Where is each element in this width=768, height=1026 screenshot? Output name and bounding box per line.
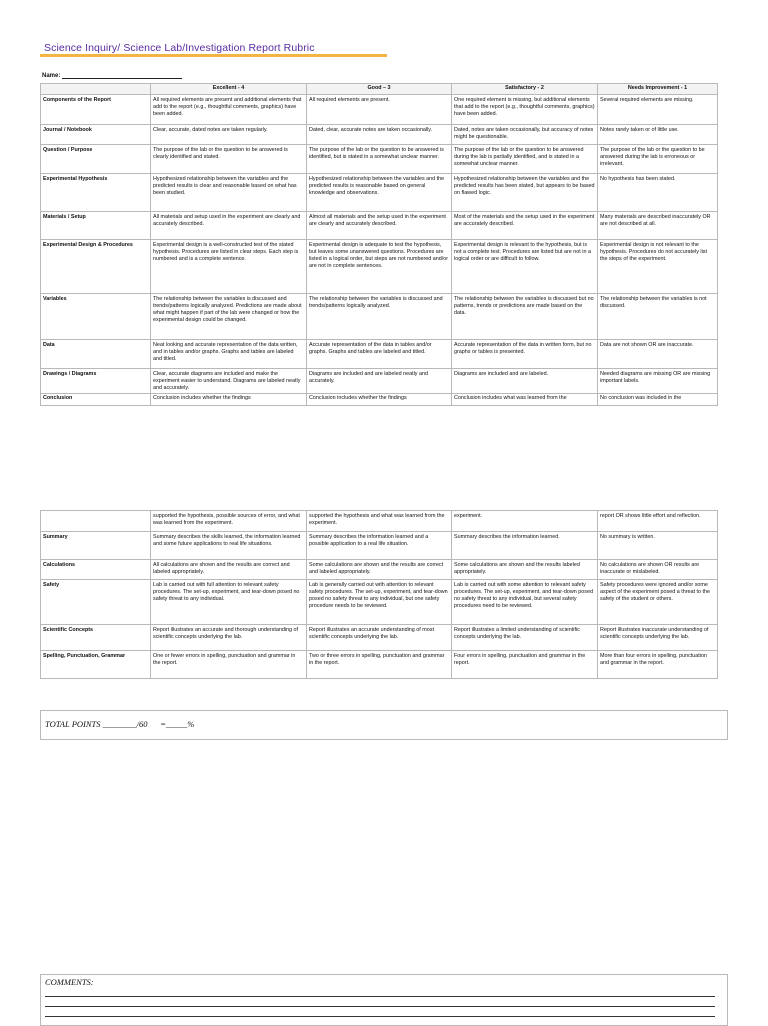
criterion-label: Scientific Concepts — [41, 625, 151, 651]
rubric-cell: Lab is carried out with full attention to relevant safety procedures. The set-up, experiment, and tear-down posed no safety threat to any individual. — [151, 580, 307, 625]
rubric-cell: Summary describes the information learned. — [452, 532, 598, 560]
criterion-label: Spelling, Punctuation, Grammar — [41, 651, 151, 679]
rubric-cell: Accurate representation of the data in written form, but no graphs or tables is presented. — [452, 340, 598, 369]
rubric-cell: Report illustrates an accurate and thorough understanding of scientific concepts underlying the lab. — [151, 625, 307, 651]
rubric-cell: Experimental design is relevant to the hypothesis, but is not a complete test. Procedures are listed but are not in a logical order or are difficult to follow. — [452, 240, 598, 294]
comment-line — [45, 996, 715, 997]
rubric-cell: The purpose of the lab or the question to be answered is clearly identified and stated. — [151, 145, 307, 174]
rubric-cell: Almost all materials and the setup used in the experiment are clearly and accurately described. — [307, 212, 452, 240]
rubric-row — [41, 625, 718, 651]
rubric-cell: Needed diagrams are missing OR are missing important labels. — [598, 369, 718, 394]
criterion-label: Conclusion — [41, 393, 151, 405]
rubric-row — [41, 393, 718, 405]
rubric-row — [41, 240, 718, 294]
criterion-label: Safety — [41, 580, 151, 625]
rubric-cell: Lab is generally carried out with attention to relevant safety procedures. The set-up, experiment, and tear-down posed no safety threat to any individual, but one safety procedure needs to be reviewed. — [307, 580, 452, 625]
rubric-row — [41, 560, 718, 580]
rubric-row — [41, 212, 718, 240]
rubric-cell: Diagrams are included and are labeled neatly and accurately. — [307, 369, 452, 394]
rubric-cell: Experimental design is adequate to test the hypothesis, but leaves some unanswered questions. Procedures are listed in a logical order, but steps are not numbered and/or are not in complete sentences. — [307, 240, 452, 294]
rubric-row — [41, 651, 718, 679]
header-criteria — [41, 84, 151, 95]
header-good: Good – 3 — [307, 84, 452, 95]
rubric-cell: One or fewer errors in spelling, punctuation and grammar in the report. — [151, 651, 307, 679]
rubric-cell: Notes rarely taken or of little use. — [598, 125, 718, 145]
criterion-label: Drawings / Diagrams — [41, 369, 151, 394]
rubric-cell: Conclusion includes whether the findings — [307, 393, 452, 405]
rubric-cell: supported the hypothesis, possible sources of error, and what was learned from the experiment. — [151, 511, 307, 532]
criterion-label: Data — [41, 340, 151, 369]
rubric-cell: More than four errors in spelling, punctuation and grammar in the report. — [598, 651, 718, 679]
rubric-cell: The purpose of the lab or the question to be answered during the lab is erroneous or irrelevant. — [598, 145, 718, 174]
rubric-table-page-1 — [40, 83, 718, 406]
rubric-cell: Summary describes the information learned and a possible application to a real life situation. — [307, 532, 452, 560]
criterion-label: Question / Purpose — [41, 145, 151, 174]
rubric-cell: Data are not shown OR are inaccurate. — [598, 340, 718, 369]
rubric-cell: Conclusion includes whether the findings — [151, 393, 307, 405]
rubric-cell: The purpose of the lab or the question to be answered during the lab is partially identified, and is stated in a somewhat unclear manner. — [452, 145, 598, 174]
title-underline — [40, 54, 387, 57]
comments-box[interactable] — [40, 974, 728, 1026]
criterion-label: Experimental Hypothesis — [41, 174, 151, 212]
rubric-cell: Some calculations are shown and the results labeled appropriately. — [452, 560, 598, 580]
rubric-cell: Most of the materials and the setup used in the experiment are accurately described. — [452, 212, 598, 240]
criterion-label: Summary — [41, 532, 151, 560]
rubric-row — [41, 532, 718, 560]
rubric-cell: All materials and setup used in the experiment are clearly and accurately described. — [151, 212, 307, 240]
rubric-cell: Neat looking and accurate representation of the data written, and in tables and/or graphs. Graphs and tables are labeled and titled. — [151, 340, 307, 369]
rubric-row — [41, 125, 718, 145]
rubric-row — [41, 95, 718, 125]
rubric-cell: No calculations are shown OR results are inaccurate or mislabeled. — [598, 560, 718, 580]
rubric-cell: Clear, accurate diagrams are included and make the experiment easier to understand. Diagrams are labeled neatly and accurately. — [151, 369, 307, 394]
rubric-cell: Report illustrates a limited understanding of scientific concepts underlying the lab. — [452, 625, 598, 651]
rubric-cell: Many materials are described inaccurately OR are not described at all. — [598, 212, 718, 240]
criterion-label: Journal / Notebook — [41, 125, 151, 145]
comments-label: COMMENTS: — [45, 977, 94, 987]
rubric-title: Science Inquiry/ Science Lab/Investigation Report Rubric — [44, 42, 315, 54]
rubric-cell: All required elements are present and additional elements that add to the report (e.g., thoughtful comments, graphics) have been added. — [151, 95, 307, 125]
rubric-cell: The purpose of the lab or the question to be answered is identified, but is stated in a somewhat unclear manner. — [307, 145, 452, 174]
rubric-cell: Dated, clear, accurate notes are taken occasionally. — [307, 125, 452, 145]
rubric-cell: Safety procedures were ignored and/or some aspect of the experiment posed a threat to the safety of the student or others. — [598, 580, 718, 625]
criterion-label: Variables — [41, 294, 151, 340]
rubric-cell: Report illustrates inaccurate understanding of scientific concepts underlying the lab. — [598, 625, 718, 651]
rubric-cell: experiment. — [452, 511, 598, 532]
rubric-cell: The relationship between the variables is discussed but no patterns, trends or predictions are made based on the data. — [452, 294, 598, 340]
rubric-cell: Diagrams are included and are labeled. — [452, 369, 598, 394]
criterion-label: Materials / Setup — [41, 212, 151, 240]
criterion-label: Components of the Report — [41, 95, 151, 125]
rubric-cell: supported the hypothesis and what was learned from the experiment. — [307, 511, 452, 532]
rubric-cell: Experimental design is not relevant to the hypothesis. Procedures do not accurately list the steps of the experiment. — [598, 240, 718, 294]
rubric-cell: No summary is written. — [598, 532, 718, 560]
rubric-cell: report OR shows little effort and reflection. — [598, 511, 718, 532]
rubric-row — [41, 369, 718, 394]
criterion-label: Experimental Design & Procedures — [41, 240, 151, 294]
rubric-cell: Accurate representation of the data in tables and/or graphs. Graphs and tables are labeled and titled. — [307, 340, 452, 369]
criterion-label: Calculations — [41, 560, 151, 580]
rubric-cell: No conclusion was included in the — [598, 393, 718, 405]
total-points-box — [40, 710, 728, 740]
rubric-cell: The relationship between the variables is discussed and trends/patterns logically analyzed. Predictions are made about what might happen if part of the lab were changed or how the experimental design could be changed. — [151, 294, 307, 340]
total-points-label: TOTAL POINTS ________/60 =_____% — [45, 719, 195, 729]
rubric-cell: One required element is missing, but additional elements that add to the report (e.g., thoughtful comments, graphics) have been added. — [452, 95, 598, 125]
rubric-cell: All calculations are shown and the results are correct and labeled appropriately. — [151, 560, 307, 580]
rubric-cell: Dated, notes are taken occasionally, but accuracy of notes might be questionable. — [452, 125, 598, 145]
comment-line — [45, 1006, 715, 1007]
rubric-header-row — [41, 84, 718, 95]
header-excellent: Excellent - 4 — [151, 84, 307, 95]
rubric-cell: Hypothesized relationship between the variables and the predicted results is clear and reasonable based on what has been studied. — [151, 174, 307, 212]
rubric-cell: Lab is carried out with some attention to relevant safety procedures. The set-up, experiment, and tear-down posed no safety threat to any individual, but several safety procedures need to be reviewed. — [452, 580, 598, 625]
rubric-row — [41, 294, 718, 340]
name-label: Name: — [42, 73, 61, 79]
criterion-label — [41, 511, 151, 532]
header-needs-improvement: Needs Improvement - 1 — [598, 84, 718, 95]
name-blank-line[interactable] — [62, 72, 182, 79]
rubric-row — [41, 511, 718, 532]
name-field-row — [42, 72, 182, 79]
rubric-row — [41, 174, 718, 212]
rubric-table-page-2 — [40, 510, 718, 679]
rubric-cell: The relationship between the variables is discussed and trends/patterns logically analyzed. — [307, 294, 452, 340]
rubric-row — [41, 340, 718, 369]
rubric-cell: Experimental design is a well-constructed test of the stated hypothesis. Procedures are listed in clear steps. Each step is numbered and is a complete sentence. — [151, 240, 307, 294]
header-satisfactory: Satisfactory - 2 — [452, 84, 598, 95]
rubric-cell: All required elements are present. — [307, 95, 452, 125]
rubric-cell: Conclusion includes what was learned from the — [452, 393, 598, 405]
rubric-cell: Four errors in spelling, punctuation and grammar in the report. — [452, 651, 598, 679]
rubric-cell: Hypothesized relationship between the variables and the predicted results is reasonable based on general knowledge and observations. — [307, 174, 452, 212]
rubric-cell: Summary describes the skills learned, the information learned and some future applications to real life situations. — [151, 532, 307, 560]
rubric-cell: Clear, accurate, dated notes are taken regularly. — [151, 125, 307, 145]
rubric-cell: Two or three errors in spelling, punctuation and grammar in the report. — [307, 651, 452, 679]
comment-line — [45, 1016, 715, 1017]
rubric-cell: Report illustrates an accurate understanding of most scientific concepts underlying the lab. — [307, 625, 452, 651]
rubric-cell: Hypothesized relationship between the variables and the predicted results has been stated, but appears to be based on flawed logic. — [452, 174, 598, 212]
rubric-cell: Some calculations are shown and the results are correct and labeled appropriately. — [307, 560, 452, 580]
rubric-cell: No hypothesis has been stated. — [598, 174, 718, 212]
rubric-cell: Several required elements are missing. — [598, 95, 718, 125]
rubric-row — [41, 580, 718, 625]
rubric-row — [41, 145, 718, 174]
rubric-cell: The relationship between the variables is not discussed. — [598, 294, 718, 340]
